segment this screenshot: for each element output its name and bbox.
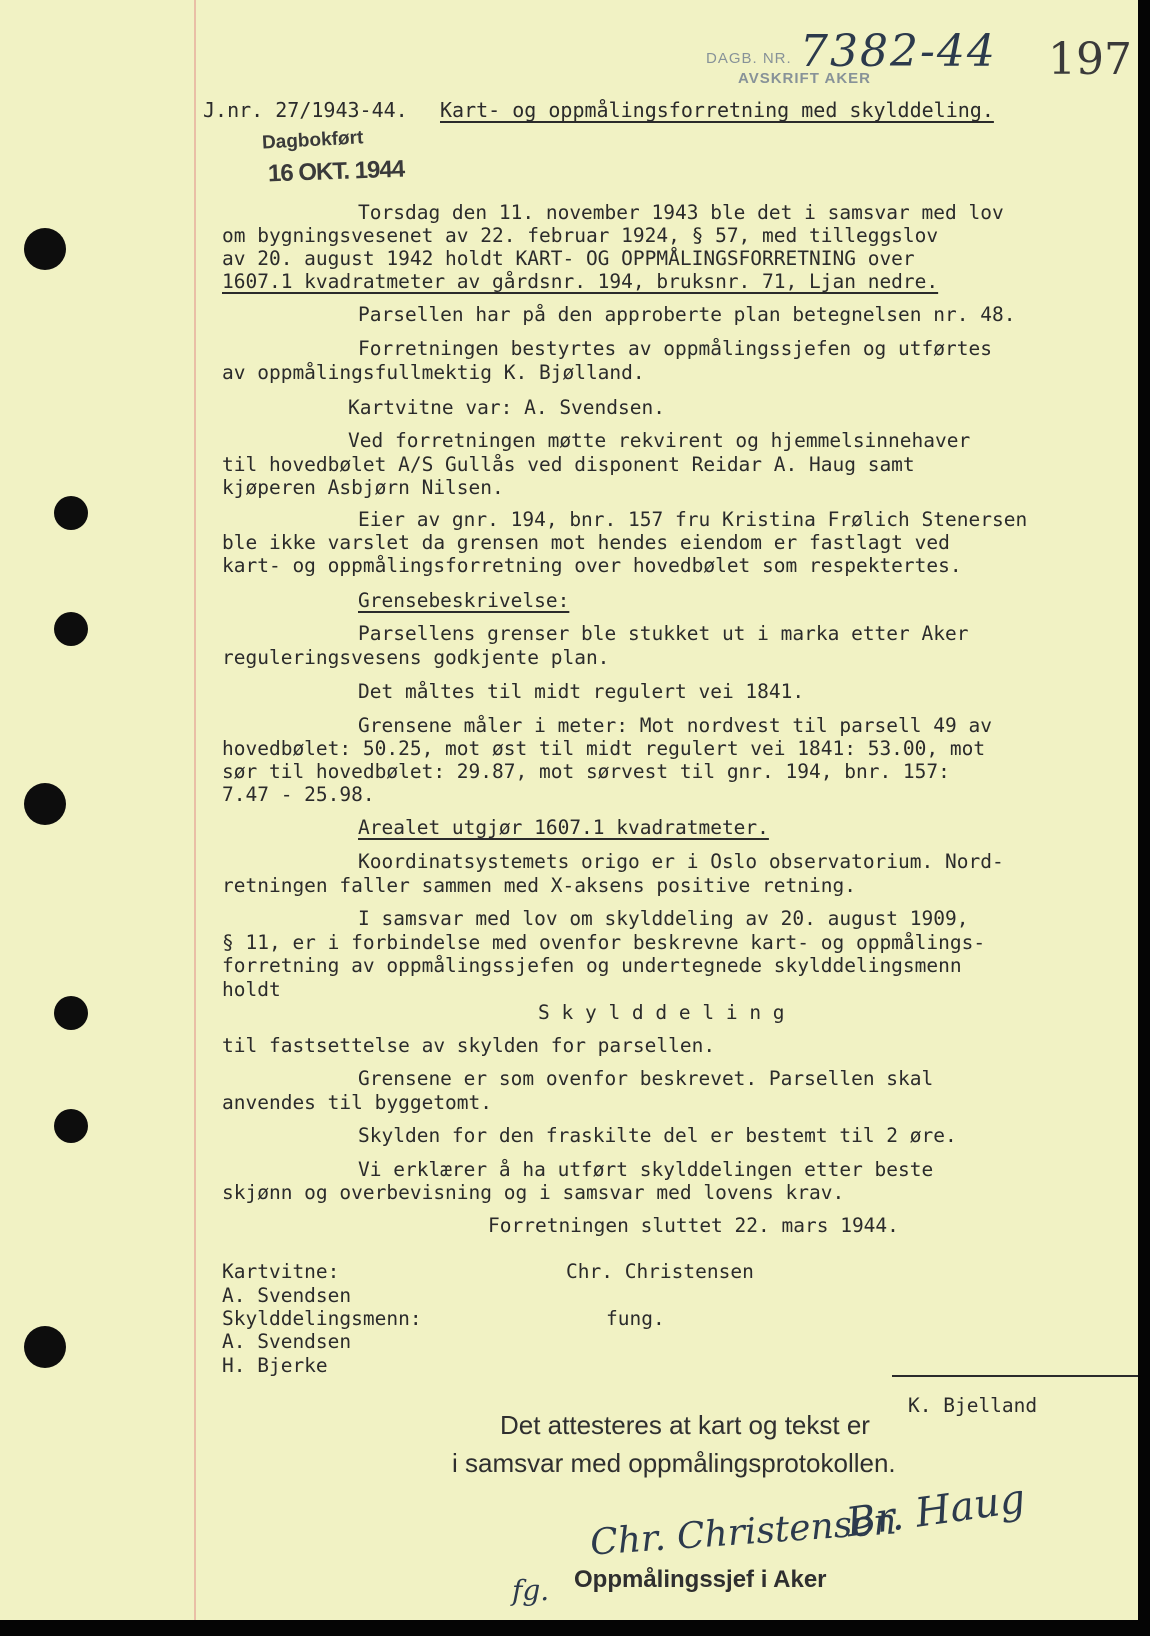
attest-line-1: Det attesteres at kart og tekst er <box>500 1410 870 1440</box>
body-line: Vi erklærer å ha utført skylddelingen etter beste <box>358 1158 934 1181</box>
avskrift-stamp: AVSKRIFT AKER <box>738 70 871 87</box>
body-line: reguleringsvesens godkjente plan. <box>222 646 610 669</box>
body-line: § 11, er i forbindelse med ovenfor beskrevne kart- og oppmålings- <box>222 931 986 954</box>
body-line: Skylden for den fraskilte del er bestemt til 2 øre. <box>358 1124 957 1147</box>
body-line: av 20. august 1942 holdt KART- OG OPPMÅLINGSFORRETNING over <box>222 247 915 270</box>
body-line: ble ikke varslet da grensen mot hendes eiendom er fastlagt ved <box>222 531 950 554</box>
surveyor-name: K. Bjelland <box>908 1394 1038 1417</box>
page-number: 197 <box>1048 34 1132 85</box>
punch-hole <box>54 996 88 1030</box>
dagbok-handwritten-number: 7382-44 <box>800 26 997 77</box>
signature-rule <box>892 1375 1138 1377</box>
dagbokfort-date: 16 OKT. 1944 <box>267 155 405 188</box>
attest-prefix: fg. <box>512 1574 550 1607</box>
body-line: til hovedbølet A/S Gullås ved disponent Reidar A. Haug samt <box>222 453 915 476</box>
skylddelingsmenn-label: Skylddelingsmenn: <box>222 1307 422 1330</box>
document-title: Kart- og oppmålingsforretning med skylddeling. <box>440 98 994 122</box>
journal-number: J.nr. 27/1943-44. <box>203 98 408 122</box>
kartvitne-label: Kartvitne: <box>222 1260 340 1283</box>
body-line: av oppmålingsfullmektig K. Bjølland. <box>222 361 645 384</box>
kartvitne-name: A. Svendsen <box>222 1284 352 1307</box>
body-line: skjønn og overbevisning og i samsvar med lovens krav. <box>222 1181 845 1204</box>
body-line: kart- og oppmålingsforretning over hovedbølet som respektertes. <box>222 554 962 577</box>
dagbokfort-stamp: Dagbokført <box>261 127 364 154</box>
body-line: Forretningen bestyrtes av oppmålingssjefen og utførtes <box>358 337 992 360</box>
body-line: Grensene måler i meter: Mot nordvest til parsell 49 av <box>358 714 992 737</box>
body-line: Eier av gnr. 194, bnr. 157 fru Kristina Frølich Stenersen <box>358 508 1028 531</box>
body-line: hovedbølet: 50.25, mot øst til midt regulert vei 1841: 53.00, mot <box>222 737 986 760</box>
body-line: anvendes til byggetomt. <box>222 1091 493 1114</box>
chief-name: Chr. Christensen <box>566 1260 754 1283</box>
body-line: sør til hovedbølet: 29.87, mot sørvest til gnr. 194, bnr. 157: <box>222 760 950 783</box>
body-line: Torsdag den 11. november 1943 ble det i samsvar med lov <box>358 201 1004 224</box>
punch-hole <box>24 1326 66 1368</box>
second-signature: Br. Haug <box>843 1475 1028 1547</box>
body-line: Parsellens grenser ble stukket ut i marka etter Aker <box>358 622 969 645</box>
body-line: 7.47 - 25.98. <box>222 783 375 806</box>
attest-office: Oppmålingssjef i Aker <box>574 1566 827 1593</box>
body-line: Det måltes til midt regulert vei 1841. <box>358 680 805 703</box>
body-line: Ved forretningen møtte rekvirent og hjemmelsinnehaver <box>348 429 971 452</box>
attest-signature: Chr. Christensen <box>588 1501 898 1564</box>
body-line: holdt <box>222 978 281 1001</box>
body-line: til fastsettelse av skylden for parsellen. <box>222 1034 716 1057</box>
body-line: forretning av oppmålingssjefen og undertegnede skylddelingsmenn <box>222 954 962 977</box>
punch-hole <box>54 612 88 646</box>
punch-hole <box>24 228 66 270</box>
body-line: 1607.1 kvadratmeter av gårdsnr. 194, bruksnr. 71, Ljan nedre. <box>222 270 939 293</box>
section-heading: Grensebeskrivelse: <box>358 589 570 612</box>
body-line: Grensene er som ovenfor beskrevet. Parsellen skal <box>358 1067 934 1090</box>
body-line: kjøperen Asbjørn Nilsen. <box>222 476 504 499</box>
chief-role: fung. <box>606 1307 665 1330</box>
body-line: Koordinatsystemets origo er i Oslo observatorium. Nord- <box>358 850 1004 873</box>
area-statement: Arealet utgjør 1607.1 kvadratmeter. <box>358 816 769 839</box>
punch-hole <box>24 783 66 825</box>
punch-hole <box>54 1109 88 1143</box>
skylddelingsmann-name: H. Bjerke <box>222 1354 328 1377</box>
attest-line-2: i samsvar med oppmålingsprotokollen. <box>452 1448 896 1478</box>
margin-line <box>194 0 196 1620</box>
body-line: om bygningsvesenet av 22. februar 1924, § 57, med tilleggslov <box>222 224 939 247</box>
dagbok-stamp-label: DAGB. NR. <box>706 50 792 67</box>
body-line: Parsellen har på den approberte plan betegnelsen nr. 48. <box>358 303 1016 326</box>
body-line: retningen faller sammen med X-aksens positive retning. <box>222 874 856 897</box>
punch-hole <box>54 496 88 530</box>
skylddeling-heading: S k y l d d e l i n g <box>538 1001 785 1024</box>
body-line: Kartvitne var: A. Svendsen. <box>348 396 665 419</box>
skylddelingsmann-name: A. Svendsen <box>222 1330 352 1353</box>
closing-line: Forretningen sluttet 22. mars 1944. <box>488 1214 899 1237</box>
body-line: I samsvar med lov om skylddeling av 20. august 1909, <box>358 907 969 930</box>
